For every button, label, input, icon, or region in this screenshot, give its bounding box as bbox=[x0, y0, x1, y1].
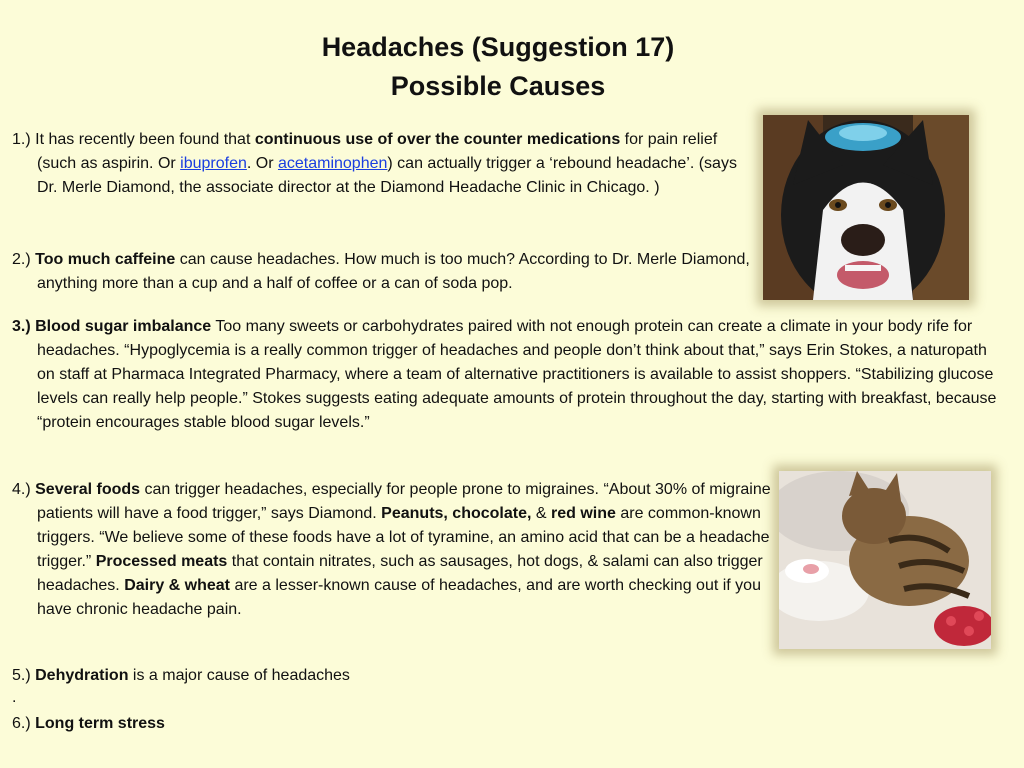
title-line-2: Possible Causes bbox=[390, 71, 606, 101]
cause-4-text-a: can trigger headaches, especially for people prone to migraines. “About 30% of migraine patients will have a food trigger,” says Diamond. bbox=[37, 481, 771, 522]
ibuprofen-link[interactable]: ibuprofen bbox=[180, 155, 247, 172]
cause-3-text: Too many sweets or carbohydrates paired with not enough protein can create a climate in your body rife for headaches. “Hypoglycemia is a really common trigger of headaches and people don’t think about that,” says Erin Stokes, a naturopath on staff at Pharmaca Integrated Pharmacy, where a team of alternative practitioners is available to assist shoppers. “Stabilizing glucose levels can really help people.” Stokes suggests eating adequate amounts of protein throughout the day, starting with breakfast, because “protein encourages stable blood sugar levels.” bbox=[37, 318, 997, 431]
cause-1-text-d: ) can actually trigger a ‘rebound headache’. (says Dr. Merle Diamond, the associate director at the Diamond Headache Clinic in Chicago. ) bbox=[37, 155, 737, 196]
kitten-image bbox=[779, 471, 991, 649]
dog-with-ice-pack-photo bbox=[763, 115, 969, 300]
cause-4-text-b: & bbox=[531, 505, 551, 522]
cause-1-bold: continuous use of over the counter medications bbox=[254, 131, 621, 148]
cause-2-number: 2.) bbox=[12, 251, 36, 268]
kitten-photo bbox=[779, 471, 991, 649]
cause-4-bold-b: Peanuts, chocolate, bbox=[381, 505, 532, 522]
cause-3-paragraph bbox=[12, 315, 1007, 435]
separator-dot: . bbox=[12, 689, 17, 706]
title-line-1: Headaches (Suggestion 17) bbox=[321, 32, 675, 62]
cause-4-paragraph bbox=[12, 478, 789, 622]
cause-4-bold-c: red wine bbox=[551, 505, 616, 522]
cause-2-bold: Too much caffeine bbox=[35, 251, 176, 268]
cause-1-number: 1.) bbox=[12, 131, 36, 148]
slide-title bbox=[0, 28, 996, 106]
cause-5-bold: Dehydration bbox=[35, 667, 129, 684]
cause-4-text-c: are common-known triggers. “We believe some of these foods have a lot of tyramine, an amino acid that can be a headache trigger.” bbox=[37, 505, 770, 570]
cause-4-bold-a: Several foods bbox=[35, 481, 141, 498]
cause-4-bold-d: Processed meats bbox=[95, 553, 228, 570]
cause-3-number: 3.) bbox=[12, 318, 36, 335]
cause-6-paragraph bbox=[12, 712, 757, 736]
cause-6-bold: Long term stress bbox=[35, 715, 165, 732]
cause-4-text-d: that contain nitrates, such as sausages, hot dogs, & salami can also trigger headaches. bbox=[37, 553, 763, 594]
cause-2-paragraph bbox=[12, 248, 777, 296]
cause-4-number: 4.) bbox=[12, 481, 36, 498]
cause-2-text: can cause headaches. How much is too much? According to Dr. Merle Diamond, anything more than a cup and a half of coffee or a can of soda pop. bbox=[37, 251, 750, 292]
acetaminophen-link[interactable]: acetaminophen bbox=[277, 155, 388, 172]
cause-1-text-c: . Or bbox=[246, 155, 278, 172]
cause-4-text-e: are a lesser-known cause of headaches, and are worth checking out if you have chronic headache pain. bbox=[37, 577, 761, 618]
cause-6-number: 6.) bbox=[12, 715, 36, 732]
cause-5-text: is a major cause of headaches bbox=[128, 667, 350, 684]
cause-4-bold-e: Dairy & wheat bbox=[124, 577, 230, 594]
cause-5-paragraph bbox=[12, 664, 757, 688]
cause-1-text-a: It has recently been found that bbox=[35, 131, 255, 148]
cause-1-text-b: for pain relief (such as aspirin. Or bbox=[37, 131, 718, 172]
dog-image bbox=[763, 115, 969, 300]
cause-1-paragraph bbox=[12, 128, 757, 200]
cause-5-number: 5.) bbox=[12, 667, 36, 684]
cause-3-bold: Blood sugar imbalance bbox=[35, 318, 212, 335]
